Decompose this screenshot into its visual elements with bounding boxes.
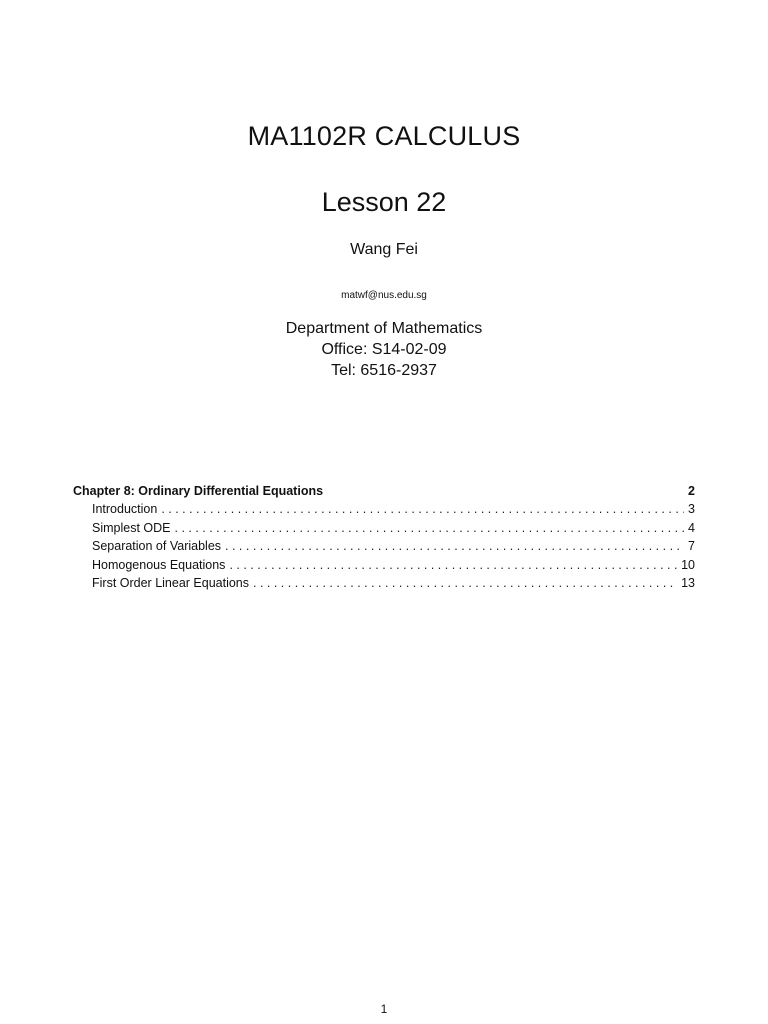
toc-dot-leader — [229, 556, 677, 575]
author-name: Wang Fei — [350, 241, 418, 258]
toc-dot-leader — [175, 519, 685, 538]
toc-entry-label: Introduction — [92, 502, 158, 516]
toc-chapter-page: 2 — [688, 484, 695, 498]
toc-dot-leader — [253, 574, 677, 593]
toc-entry-homogenous-equations[interactable] — [73, 556, 695, 575]
toc-dot-leader — [161, 500, 684, 519]
toc-entry-page: 13 — [681, 576, 695, 591]
toc-entry-simplest-ode[interactable] — [73, 519, 695, 538]
course-title: MA1102R CALCULUS — [247, 121, 521, 151]
toc-dot-leader — [225, 537, 684, 556]
table-of-contents — [73, 482, 695, 593]
toc-entry-page: 3 — [688, 502, 695, 516]
toc-entry-page: 4 — [688, 520, 695, 535]
toc-entry-label: Homogenous Equations — [92, 557, 226, 572]
author-email: matwf@nus.edu.sg — [341, 290, 427, 301]
toc-entry-label: Separation of Variables — [92, 539, 222, 554]
telephone-number: Tel: 6516-2937 — [331, 362, 437, 379]
toc-entry-label: Simplest ODE — [92, 520, 171, 535]
office-location: Office: S14-02-09 — [321, 341, 447, 358]
toc-chapter-label: Chapter 8: Ordinary Differential Equations — [73, 484, 324, 498]
lesson-title: Lesson 22 — [321, 187, 447, 217]
toc-entry-page: 10 — [681, 557, 695, 572]
toc-chapter[interactable] — [73, 482, 695, 500]
contact-block — [0, 318, 768, 381]
toc-entry-page: 7 — [688, 539, 695, 554]
toc-entry-introduction[interactable] — [73, 500, 695, 519]
page-number: 1 — [380, 1002, 388, 1016]
department-name: Department of Mathematics — [285, 320, 483, 337]
toc-entry-label: First Order Linear Equations — [92, 576, 250, 591]
toc-entry-first-order-linear-equations[interactable] — [73, 574, 695, 593]
toc-entry-separation-of-variables[interactable] — [73, 537, 695, 556]
